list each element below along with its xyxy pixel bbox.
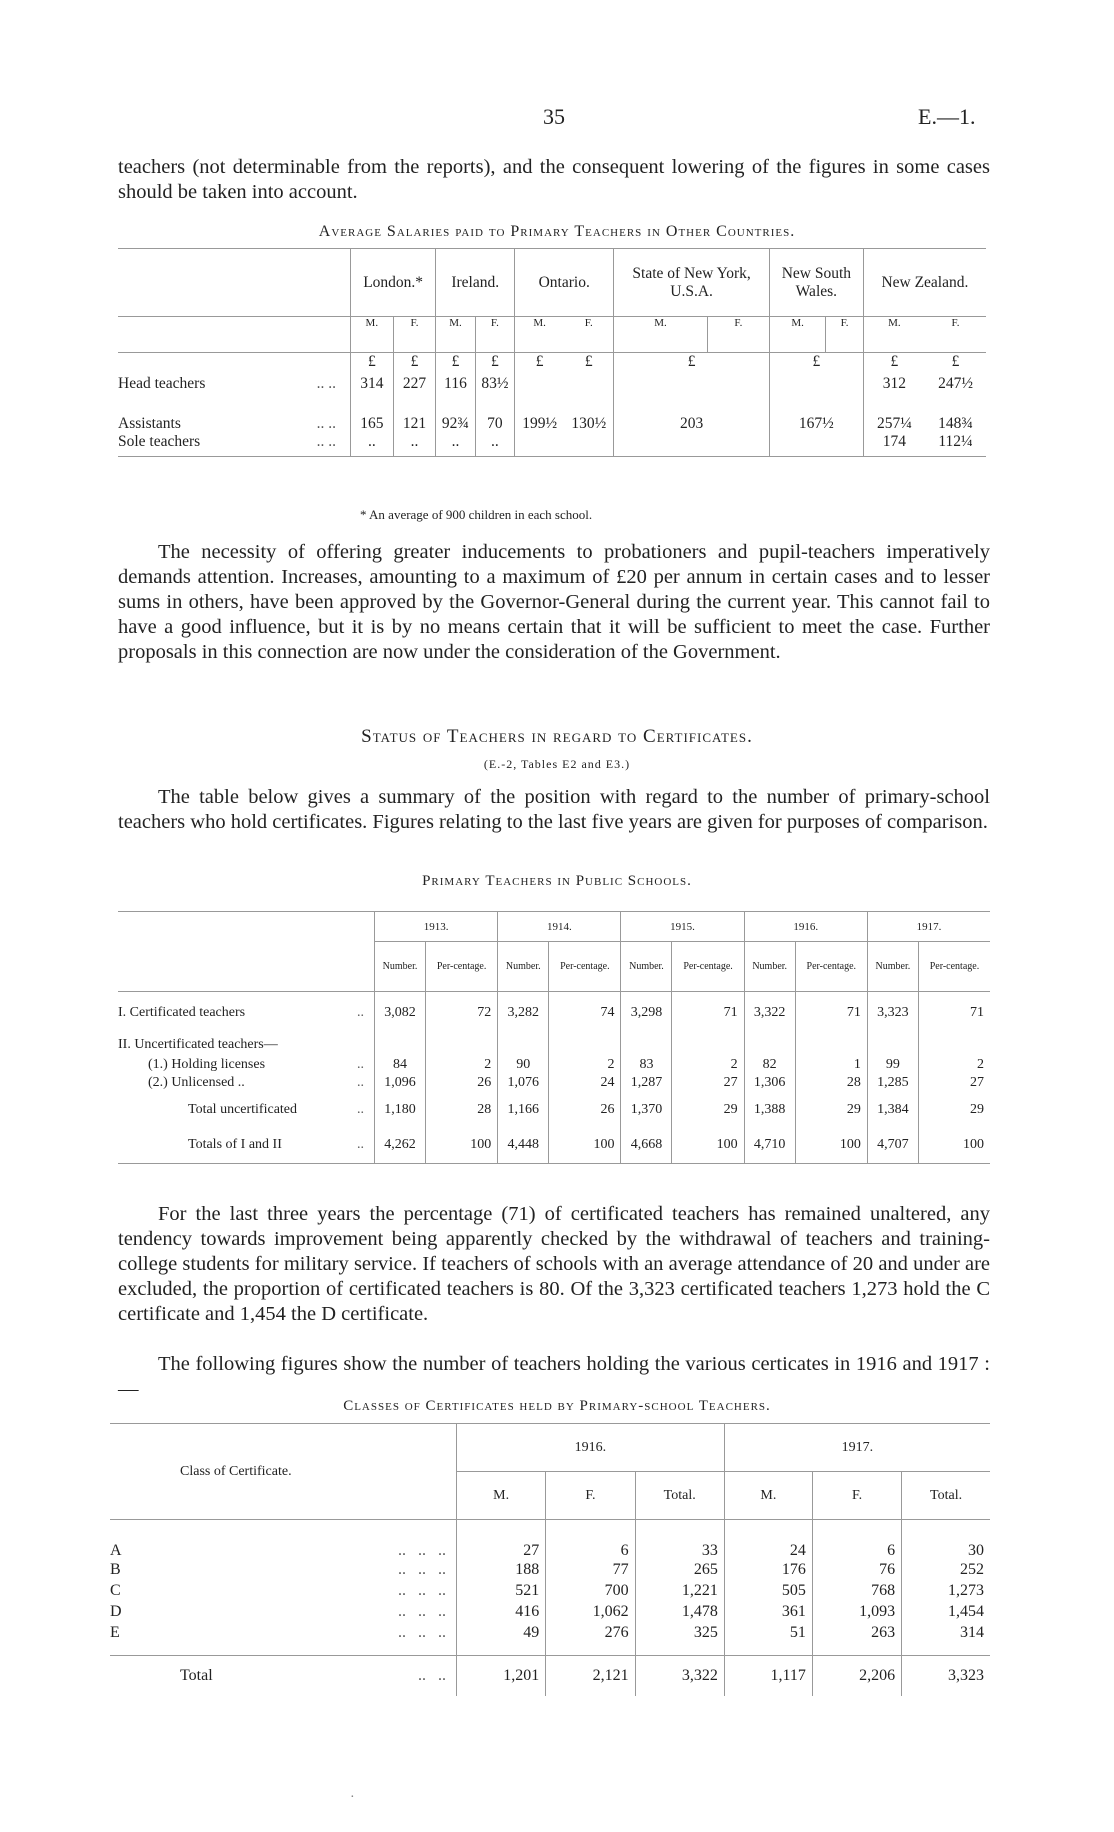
- cell: 314: [351, 375, 394, 407]
- cell: 121: [393, 407, 436, 433]
- cell: 33: [635, 1520, 724, 1560]
- table3-row: [110, 1581, 990, 1602]
- cell: [672, 1034, 744, 1056]
- cell: 100: [795, 1128, 867, 1164]
- table2-row: [118, 1034, 990, 1056]
- leader-dots: .. .. ..: [398, 1582, 446, 1599]
- cell: 148¾: [938, 414, 973, 432]
- cell: ..: [475, 433, 514, 457]
- sub-f: F.: [707, 317, 769, 353]
- col-ontario: Ontario.: [515, 249, 614, 317]
- leader-dots: ..: [357, 1074, 364, 1090]
- table3-row: [110, 1602, 990, 1623]
- currency-symbol: £: [584, 353, 593, 370]
- table2-row: [118, 992, 990, 1034]
- cell: 76: [812, 1560, 901, 1581]
- cell: 83: [621, 1056, 672, 1074]
- col-ireland: Ireland.: [436, 249, 515, 317]
- total-cell: 1,117: [724, 1656, 812, 1696]
- leader-dots: .. ..: [418, 1666, 446, 1684]
- sub-number: Number.: [621, 942, 672, 992]
- currency-symbol: £: [436, 353, 475, 375]
- cell: 24: [549, 1074, 621, 1092]
- cell: 768: [812, 1581, 901, 1602]
- cell: 90: [498, 1056, 549, 1074]
- cell: 100: [426, 1128, 498, 1164]
- sub-f: F.: [812, 1472, 901, 1520]
- cell: 82: [744, 1056, 795, 1074]
- total-cell: 2,206: [812, 1656, 901, 1696]
- cell: 77: [546, 1560, 635, 1581]
- cell: 1,285: [867, 1074, 918, 1092]
- cell: 83½: [475, 375, 514, 407]
- cell: 174: [863, 433, 925, 457]
- year-header: 1917.: [867, 912, 990, 942]
- cell: 227: [393, 375, 436, 407]
- cell: 416: [457, 1602, 546, 1623]
- salary-row-sole: [118, 433, 986, 457]
- document-reference: E.—1.: [918, 104, 976, 129]
- cell: 314: [902, 1623, 990, 1644]
- cell: 1,221: [635, 1581, 724, 1602]
- cell: 176: [724, 1560, 812, 1581]
- cell: 130½: [571, 414, 607, 432]
- leader-dots: .. ..: [316, 374, 336, 392]
- year-header: 1916.: [744, 912, 867, 942]
- cell: [549, 1034, 621, 1056]
- sub-m: M.: [515, 317, 565, 353]
- cell: 521: [457, 1581, 546, 1602]
- cell: 71: [795, 992, 867, 1034]
- sub-percentage: Per-centage.: [795, 942, 867, 992]
- currency-symbol: £: [614, 353, 770, 375]
- salaries-table: [118, 248, 986, 457]
- sub-f: F.: [826, 317, 864, 353]
- cell: 74: [549, 992, 621, 1034]
- cell: 30: [902, 1520, 990, 1560]
- cell: 1,478: [635, 1602, 724, 1623]
- paragraph-inducements: The necessity of offering greater inducements to probationers and pupil-teachers imperatively demands attention. Increases, amounting to a maximum of £20 per annum in certain cases and to lesser sums in others, have been approved by the Governor-General during the current year. This cannot fail to have a good influence, but it is by no means certain that it will be sufficient to meet the case. Further proposals in this connection are now under the consideration of the Government.: [118, 541, 990, 663]
- cell: 312: [863, 375, 925, 407]
- sub-m: M.: [457, 1472, 546, 1520]
- cell: 24: [724, 1520, 812, 1560]
- currency-symbol: £: [351, 353, 394, 375]
- cell: 51: [724, 1623, 812, 1644]
- sub-number: Number.: [744, 942, 795, 992]
- sub-number: Number.: [375, 942, 426, 992]
- cell: 27: [672, 1074, 744, 1092]
- salary-row-assistants: [118, 407, 986, 433]
- total-label: Total: [180, 1666, 213, 1684]
- sub-m: M.: [614, 317, 707, 353]
- leader-dots: ..: [357, 1137, 364, 1153]
- spacer-row: [110, 1644, 990, 1656]
- cell: 3,323: [867, 992, 918, 1034]
- cell: 3,322: [744, 992, 795, 1034]
- cell: 70: [475, 407, 514, 433]
- cell: 1,166: [498, 1092, 549, 1128]
- cell: 4,448: [498, 1128, 549, 1164]
- cell: 100: [549, 1128, 621, 1164]
- total-cell: 3,322: [635, 1656, 724, 1696]
- table3-row: [110, 1560, 990, 1581]
- year-header: 1915.: [621, 912, 744, 942]
- cell: 49: [457, 1623, 546, 1644]
- currency-symbol: £: [393, 353, 436, 375]
- cell: 361: [724, 1602, 812, 1623]
- cell: [621, 1034, 672, 1056]
- paragraph-unaltered: For the last three years the percentage (71) of certificated teachers has remained unaltered, any tendency towards improvement being apparently checked by the withdrawal of teachers and training-college students for military service. If teachers of schools with an average attendance of 20 and under are excluded, the proportion of certificated teachers is 80. Of the 3,323 certificated teachers 1,273 hold the C certificate and 1,454 the D certificate.: [118, 1203, 990, 1325]
- cell: 4,710: [744, 1128, 795, 1164]
- row-label: Totals of I and II: [188, 1137, 282, 1153]
- cell: 2: [918, 1056, 990, 1074]
- sub-m: M.: [436, 317, 475, 353]
- row-label: (2.) Unlicensed ..: [148, 1074, 245, 1090]
- cell: 100: [672, 1128, 744, 1164]
- cell: 265: [635, 1560, 724, 1581]
- table2-row: [118, 1074, 990, 1092]
- cell: 1,454: [902, 1602, 990, 1623]
- cell: 100: [918, 1128, 990, 1164]
- sub-m: M.: [351, 317, 394, 353]
- cell: 165: [351, 407, 394, 433]
- cell: 29: [672, 1092, 744, 1128]
- cell: 6: [812, 1520, 901, 1560]
- cell: 263: [812, 1623, 901, 1644]
- currency-symbol: £: [863, 353, 925, 375]
- table2-row: [118, 1056, 990, 1074]
- certificates-status-table: [118, 911, 990, 1164]
- cell: 99: [867, 1056, 918, 1074]
- cell: 84: [375, 1056, 426, 1074]
- col-new-zealand: New Zealand.: [863, 249, 986, 317]
- cell: 203: [614, 407, 770, 433]
- cell: 112¼: [938, 432, 973, 450]
- cell: 116: [436, 375, 475, 407]
- col-nsw: New South Wales.: [769, 249, 863, 317]
- cell: 1,273: [902, 1581, 990, 1602]
- cell: 26: [549, 1092, 621, 1128]
- cell: 6: [546, 1520, 635, 1560]
- cell: [795, 1034, 867, 1056]
- cell: ..: [436, 433, 475, 457]
- cell: 71: [918, 992, 990, 1034]
- table2-row: [118, 1092, 990, 1128]
- table3-row: [110, 1520, 990, 1560]
- cell: 72: [426, 992, 498, 1034]
- total-cell: 2,121: [546, 1656, 635, 1696]
- table2-body: [118, 992, 990, 1164]
- row-label: II. Uncertificated teachers—: [118, 1036, 278, 1052]
- cell: 29: [795, 1092, 867, 1128]
- sub-number: Number.: [498, 942, 549, 992]
- sub-f: F.: [584, 317, 593, 329]
- cell: 3,282: [498, 992, 549, 1034]
- currency-symbol: £: [475, 353, 514, 375]
- cell: 276: [546, 1623, 635, 1644]
- table3-total-row: [110, 1656, 990, 1696]
- table2-caption: Primary Teachers in Public Schools.: [422, 873, 692, 889]
- cell: 27: [918, 1074, 990, 1092]
- cell: 1,370: [621, 1092, 672, 1128]
- cell: 28: [795, 1074, 867, 1092]
- cell: [498, 1034, 549, 1056]
- sub-percentage: Per-centage.: [426, 942, 498, 992]
- leader-dots: ..: [357, 1004, 364, 1020]
- sub-total: Total.: [635, 1472, 724, 1520]
- col-new-york: State of New York, U.S.A.: [614, 249, 770, 317]
- cell: 3,082: [375, 992, 426, 1034]
- cell: [918, 1034, 990, 1056]
- paragraph-following: The following figures show the number of teachers holding the various certicates in 1916 and 1917 :—: [118, 1353, 990, 1400]
- table1-caption: Average Salaries paid to Primary Teachers in Other Countries.: [318, 223, 796, 240]
- section-subtitle: (E.-2, Tables E2 and E3.): [483, 757, 631, 771]
- sub-f: F.: [393, 317, 436, 353]
- table3-body: [110, 1520, 990, 1696]
- class-label: A: [110, 1541, 122, 1559]
- cell: ..: [351, 433, 394, 457]
- table1-footnote: * An average of 900 children in each school.: [360, 507, 593, 522]
- cell: 1,062: [546, 1602, 635, 1623]
- cell: 27: [457, 1520, 546, 1560]
- currency-symbol: £: [951, 353, 960, 370]
- cell: 2: [672, 1056, 744, 1074]
- cell: [375, 1034, 426, 1056]
- cell: [744, 1034, 795, 1056]
- class-col-header: Class of Certificate.: [110, 1424, 457, 1520]
- cell: 2: [426, 1056, 498, 1074]
- year-header: 1913.: [375, 912, 498, 942]
- sub-number: Number.: [867, 942, 918, 992]
- leader-dots: .. .. ..: [398, 1561, 446, 1578]
- sub-f: F.: [475, 317, 514, 353]
- sub-total: Total.: [902, 1472, 990, 1520]
- section-title: Status of Teachers in regard to Certificates.: [361, 726, 753, 747]
- page-number: 35: [543, 104, 565, 129]
- leader-dots: .. ..: [316, 432, 336, 450]
- sub-f: F.: [546, 1472, 635, 1520]
- cell: 1,093: [812, 1602, 901, 1623]
- paragraph-summary: The table below gives a summary of the position with regard to the number of primary-school teachers who hold certificates. Figures relating to the last five years are given for purposes of comparison.: [118, 786, 990, 833]
- total-cell: 1,201: [457, 1656, 546, 1696]
- cell: 1,076: [498, 1074, 549, 1092]
- sub-percentage: Per-centage.: [672, 942, 744, 992]
- cell: 1,306: [744, 1074, 795, 1092]
- cell: 700: [546, 1581, 635, 1602]
- sub-m: M.: [724, 1472, 812, 1520]
- sub-f: F.: [951, 317, 960, 329]
- cell: 29: [918, 1092, 990, 1128]
- cell: 1,287: [621, 1074, 672, 1092]
- leader-dots: ..: [357, 1056, 364, 1072]
- class-label: B: [110, 1561, 121, 1578]
- row-label: Total uncertificated: [188, 1101, 298, 1117]
- row-label: Sole teachers: [118, 432, 201, 450]
- currency-symbol: £: [769, 353, 863, 375]
- class-label: D: [110, 1603, 122, 1620]
- cell: 71: [672, 992, 744, 1034]
- cell: 188: [457, 1560, 546, 1581]
- cell: 2: [549, 1056, 621, 1074]
- cell: 247½: [938, 374, 973, 392]
- cell: 4,668: [621, 1128, 672, 1164]
- certificate-classes-table: [110, 1423, 990, 1696]
- page-mark: ·: [350, 1790, 355, 1805]
- table2-row: [118, 1128, 990, 1164]
- cell: 199½: [515, 407, 565, 433]
- cell: 1,388: [744, 1092, 795, 1128]
- year-header: 1916.: [457, 1424, 725, 1472]
- cell: [426, 1034, 498, 1056]
- table3-row: [110, 1623, 990, 1644]
- cell: 92¾: [436, 407, 475, 433]
- leader-dots: .. .. ..: [398, 1541, 446, 1559]
- cell: 26: [426, 1074, 498, 1092]
- row-label: (1.) Holding licenses: [148, 1056, 266, 1072]
- sub-percentage: Per-centage.: [918, 942, 990, 992]
- col-london: London.*: [351, 249, 436, 317]
- cell: 1,180: [375, 1092, 426, 1128]
- cell: 167½: [769, 407, 863, 433]
- cell: 1,096: [375, 1074, 426, 1092]
- cell: 4,262: [375, 1128, 426, 1164]
- row-label: Assistants: [118, 414, 181, 432]
- cell: 3,298: [621, 992, 672, 1034]
- leader-dots: .. .. ..: [398, 1603, 446, 1620]
- cell: 257¼: [863, 407, 925, 433]
- year-header: 1914.: [498, 912, 621, 942]
- salary-row-head: [118, 375, 986, 407]
- year-header: 1917.: [724, 1424, 990, 1472]
- cell: 1,384: [867, 1092, 918, 1128]
- cell: 325: [635, 1623, 724, 1644]
- cell: ..: [393, 433, 436, 457]
- cell: 1: [795, 1056, 867, 1074]
- sub-percentage: Per-centage.: [549, 942, 621, 992]
- leader-dots: ..: [357, 1101, 364, 1117]
- currency-symbol: £: [515, 353, 565, 375]
- cell: [867, 1034, 918, 1056]
- cell: 4,707: [867, 1128, 918, 1164]
- class-label: C: [110, 1582, 121, 1599]
- cell: 252: [902, 1560, 990, 1581]
- row-label: Head teachers: [118, 374, 206, 392]
- cell: 505: [724, 1581, 812, 1602]
- sub-m: M.: [769, 317, 825, 353]
- class-label: E: [110, 1624, 120, 1641]
- leader-dots: .. ..: [316, 414, 336, 432]
- leader-dots: .. .. ..: [398, 1624, 446, 1641]
- sub-m: M.: [863, 317, 925, 353]
- table3-caption: Classes of Certificates held by Primary-school Teachers.: [343, 1398, 771, 1414]
- intro-paragraph: teachers (not determinable from the reports), and the consequent lowering of the figures in some cases should be taken into account.: [118, 156, 990, 203]
- row-label: I. Certificated teachers: [118, 1004, 246, 1020]
- total-cell: 3,323: [902, 1656, 990, 1696]
- cell: 28: [426, 1092, 498, 1128]
